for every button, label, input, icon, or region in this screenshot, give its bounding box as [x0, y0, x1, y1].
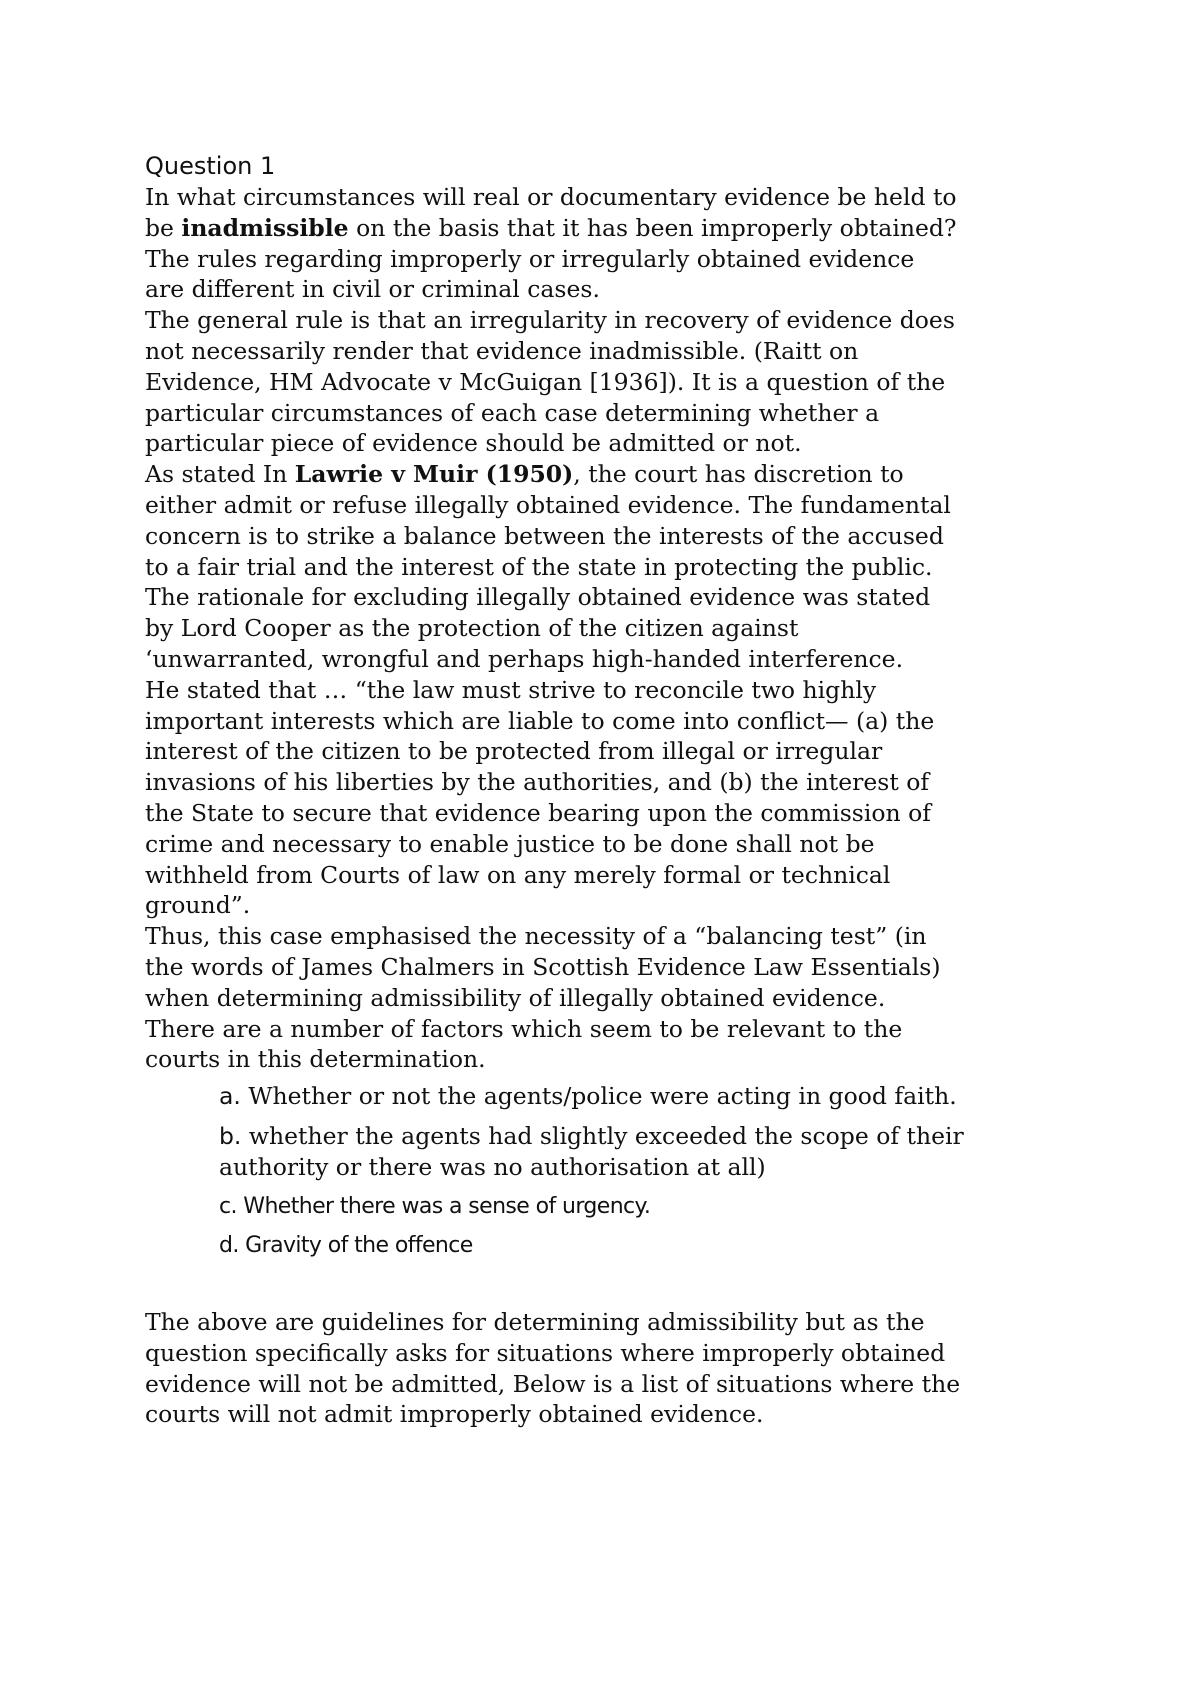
text-line: crime and necessary to enable justice to be done shall not be: [145, 829, 875, 858]
text-line: The above are guidelines for determining admissibility but as the: [145, 1308, 925, 1337]
text-line: when determining admissibility of illegally obtained evidence.: [145, 983, 886, 1012]
text-line: The general rule is that an irregularity in recovery of evidence does: [145, 306, 955, 335]
bold-case-name: Lawrie v Muir (1950): [294, 460, 574, 489]
question-heading: Question 1: [145, 152, 276, 180]
list-item-text: Whether there was a sense of urgency.: [243, 1193, 651, 1219]
text-line: courts in this determination.: [145, 1045, 486, 1074]
text-line: Thus, this case emphasised the necessity of a “balancing test” (in: [145, 922, 927, 951]
text-line: invasions of his liberties by the authorities, and (b) the interest of: [145, 768, 930, 797]
text-line: courts will not admit improperly obtained evidence.: [145, 1400, 764, 1429]
list-item-text: whether the agents had slightly exceeded the scope of their: [248, 1121, 964, 1150]
text-line: There are a number of factors which seem to be relevant to the: [145, 1014, 903, 1043]
list-item: [219, 1121, 1085, 1183]
factors-list: [219, 1081, 1085, 1262]
list-marker: b.: [219, 1121, 242, 1150]
text-line: He stated that … “the law must strive to reconcile two highly: [145, 675, 877, 704]
list-item: [219, 1192, 1085, 1223]
list-item: [219, 1081, 1085, 1112]
text-line-lawrie-v-muir: [145, 459, 1085, 490]
text-line: either admit or refuse illegally obtained evidence. The fundamental: [145, 490, 951, 519]
text-line: to a fair trial and the interest of the state in protecting the public.: [145, 552, 933, 581]
text-line: withheld from Courts of law on any merely formal or technical: [145, 860, 891, 889]
text-run: on the basis that it has been improperly obtained?: [348, 213, 957, 242]
text-line: concern is to strike a balance between the interests of the accused: [145, 521, 944, 550]
text-line: the State to secure that evidence bearing upon the commission of: [145, 798, 931, 827]
text-line: are different in civil or criminal cases.: [145, 275, 600, 304]
text-line: ‘unwarranted, wrongful and perhaps high-handed interference.: [145, 644, 904, 673]
paragraph-gap: [145, 1271, 1085, 1307]
text-line: particular circumstances of each case determining whether a: [145, 398, 880, 427]
text-run: be: [145, 213, 182, 242]
text-line: evidence will not be admitted, Below is a list of situations where the: [145, 1369, 961, 1398]
bold-term-inadmissible: inadmissible: [181, 213, 349, 242]
text-line: particular piece of evidence should be admitted or not.: [145, 429, 802, 458]
text-line: ground”.: [145, 891, 251, 920]
text-line-inadmissible: [145, 213, 1085, 244]
text-line: important interests which are liable to come into conflict— (a) the: [145, 706, 935, 735]
list-item-text: Whether or not the agents/police were acting in good faith.: [248, 1082, 957, 1111]
text-run: , the court has discretion to: [573, 460, 904, 489]
text-line: In what circumstances will real or documentary evidence be held to: [145, 183, 957, 211]
text-line: The rules regarding improperly or irregularly obtained evidence: [145, 244, 915, 273]
list-marker: d.: [219, 1233, 239, 1259]
list-item: [219, 1231, 1085, 1262]
text-line: the words of James Chalmers in Scottish Evidence Law Essentials): [145, 952, 941, 981]
list-item-text: Gravity of the offence: [245, 1233, 473, 1259]
list-item-text: authority or there was no authorisation at all): [219, 1152, 766, 1181]
text-line: by Lord Cooper as the protection of the citizen against: [145, 614, 799, 643]
text-run: As stated In: [145, 460, 295, 489]
text-line: Evidence, HM Advocate v McGuigan [1936]). It is a question of the: [145, 367, 946, 396]
text-line: not necessarily render that evidence inadmissible. (Raitt on: [145, 336, 859, 365]
list-marker: a.: [219, 1082, 241, 1111]
text-line: interest of the citizen to be protected from illegal or irregular: [145, 737, 883, 766]
list-marker: c.: [219, 1193, 237, 1219]
text-line: question specifically asks for situations where improperly obtained: [145, 1338, 946, 1367]
document-body: [145, 150, 1085, 1430]
text-line: The rationale for excluding illegally obtained evidence was stated: [145, 583, 931, 612]
